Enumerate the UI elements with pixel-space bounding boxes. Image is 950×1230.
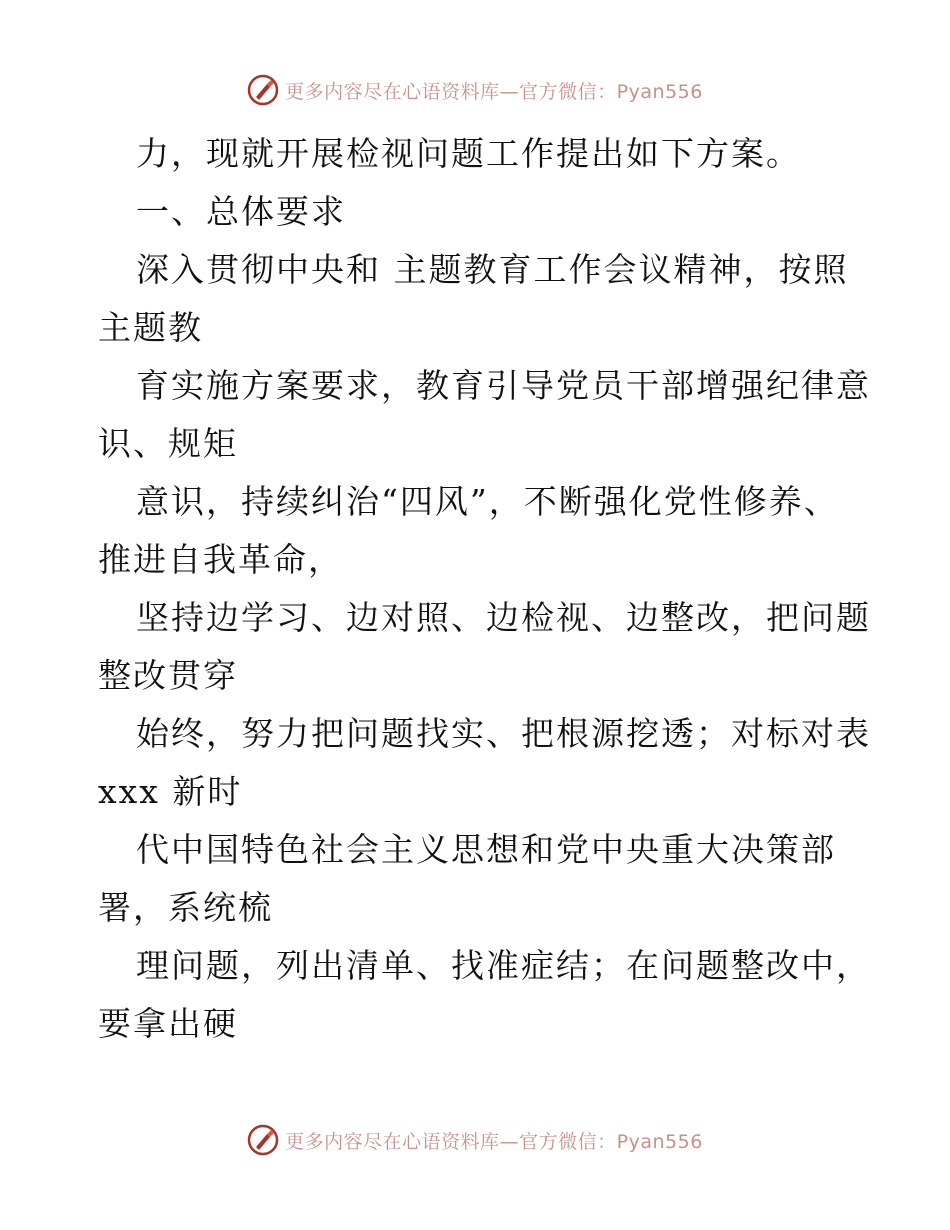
- text-line: 力，现就开展检视问题工作提出如下方案。: [136, 134, 801, 173]
- text-line: 整改贯穿: [98, 656, 238, 695]
- text-line: 一、总体要求: [136, 192, 346, 231]
- text-line: 育实施方案要求，教育引导党员干部增强纪律意: [136, 366, 871, 405]
- text-line: 理问题，列出清单、找准症结；在问题整改中，: [136, 946, 871, 985]
- text-line: xxx 新时: [98, 772, 243, 811]
- watermark-text: 更多内容尽在心语资料库—官方微信：Pyan556: [285, 80, 703, 103]
- text-line: 深入贯彻中央和 主题教育工作会议精神，按照: [136, 250, 849, 289]
- pen-logo-icon: [247, 74, 279, 106]
- text-line: 坚持边学习、边对照、边检视、边整改，把问题: [136, 598, 871, 637]
- text-line: 署，系统梳: [98, 888, 273, 927]
- pen-logo-icon: [247, 1124, 279, 1156]
- text-line: 始终，努力把问题找实、把根源挖透；对标对表: [136, 714, 871, 753]
- text-line: 意识，持续纠治“四风”，不断强化党性修养、: [136, 482, 839, 521]
- watermark-text: 更多内容尽在心语资料库—官方微信：Pyan556: [285, 1130, 703, 1153]
- footer-watermark: [0, 1120, 950, 1160]
- document-body: [98, 125, 871, 1053]
- text-line: 主题教: [98, 308, 203, 347]
- text-line: 要拿出硬: [98, 1004, 238, 1043]
- header-watermark: [0, 70, 950, 110]
- text-line: 识、规矩: [98, 424, 238, 463]
- text-line: 代中国特色社会主义思想和党中央重大决策部: [136, 830, 836, 869]
- text-line: 推进自我革命，: [98, 540, 343, 579]
